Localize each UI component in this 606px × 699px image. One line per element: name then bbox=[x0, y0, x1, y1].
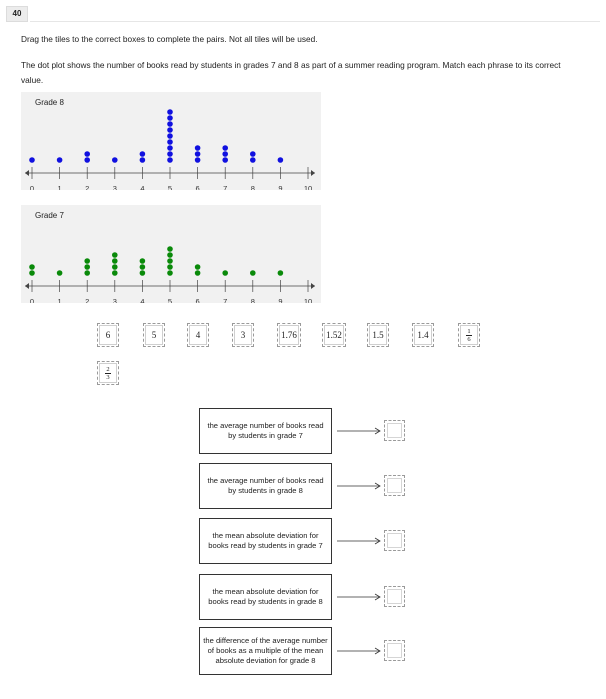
arrow-right-icon bbox=[337, 537, 382, 545]
phrase-text: the average number of books read by students in grade 7 bbox=[207, 421, 324, 440]
prompt-text: The dot plot shows the number of books read by students in grades 7 and 8 as part of a summer reading program. Match each phrase to its correct value. bbox=[21, 60, 561, 85]
axis-right-arrow bbox=[311, 283, 315, 289]
data-dot bbox=[84, 258, 90, 264]
data-dot bbox=[140, 157, 146, 163]
data-dot bbox=[222, 270, 228, 276]
tick-label: 9 bbox=[278, 297, 283, 303]
data-dot bbox=[167, 121, 173, 127]
tick-label: 4 bbox=[140, 184, 145, 190]
tile-label: 3 bbox=[240, 330, 246, 340]
tick-label: 6 bbox=[195, 184, 200, 190]
data-dot bbox=[195, 145, 201, 151]
grade-7-dot-plot bbox=[21, 205, 321, 303]
data-dot bbox=[222, 145, 228, 151]
data-dot bbox=[250, 270, 256, 276]
arrow-right-icon bbox=[337, 482, 382, 490]
data-dot bbox=[250, 151, 256, 157]
tick-label: 9 bbox=[278, 184, 283, 190]
dot-plot-svg bbox=[21, 205, 321, 303]
data-dot bbox=[195, 157, 201, 163]
header-divider bbox=[30, 21, 600, 22]
data-dot bbox=[222, 151, 228, 157]
phrase-box bbox=[199, 574, 332, 620]
drop-target-box[interactable] bbox=[384, 640, 405, 661]
axis-left-arrow bbox=[25, 283, 29, 289]
tile-label: 1.5 bbox=[372, 330, 384, 340]
tile-label: 6 bbox=[105, 330, 111, 340]
data-dot bbox=[112, 270, 118, 276]
tile-label: 1.4 bbox=[417, 330, 429, 340]
tick-label: 1 bbox=[57, 297, 62, 303]
tick-label: 7 bbox=[223, 184, 228, 190]
tick-label: 1 bbox=[57, 184, 62, 190]
phrase-box bbox=[199, 627, 332, 675]
data-dot bbox=[84, 270, 90, 276]
tick-label: 3 bbox=[112, 184, 117, 190]
answer-tile[interactable] bbox=[322, 323, 346, 347]
drop-target-box[interactable] bbox=[384, 420, 405, 441]
answer-tile[interactable] bbox=[277, 323, 301, 347]
tick-label: 8 bbox=[250, 297, 255, 303]
phrase-box bbox=[199, 463, 332, 509]
phrase-text: the average number of books read by students in grade 8 bbox=[207, 476, 324, 495]
grade-8-dot-plot bbox=[21, 92, 321, 190]
tick-label: 5 bbox=[167, 297, 173, 303]
phrase-box bbox=[199, 518, 332, 564]
data-dot bbox=[140, 258, 146, 264]
tick-label: 0 bbox=[29, 184, 35, 190]
drop-target-box[interactable] bbox=[384, 475, 405, 496]
plot-title: Grade 7 bbox=[35, 211, 64, 220]
tile-label: 1.52 bbox=[326, 330, 342, 340]
tick-label: 7 bbox=[223, 297, 228, 303]
tick-label: 0 bbox=[29, 297, 35, 303]
data-dot bbox=[250, 157, 256, 163]
tick-label: 4 bbox=[140, 297, 145, 303]
dot-plot-svg bbox=[21, 92, 321, 190]
data-dot bbox=[195, 270, 201, 276]
tick-label: 5 bbox=[167, 184, 173, 190]
data-dot bbox=[167, 151, 173, 157]
data-dot bbox=[29, 270, 35, 276]
data-dot bbox=[167, 145, 173, 151]
data-dot bbox=[278, 157, 284, 163]
data-dot bbox=[195, 151, 201, 157]
drop-target-inner bbox=[387, 478, 402, 493]
data-dot bbox=[167, 127, 173, 133]
tick-label: 2 bbox=[85, 184, 90, 190]
drop-target-inner bbox=[387, 533, 402, 548]
answer-tile[interactable] bbox=[458, 323, 480, 347]
answer-tile[interactable] bbox=[412, 323, 434, 347]
data-dot bbox=[84, 157, 90, 163]
data-dot bbox=[222, 157, 228, 163]
arrow-right-icon bbox=[337, 593, 382, 601]
answer-tile[interactable] bbox=[97, 323, 119, 347]
drop-target-box[interactable] bbox=[384, 586, 405, 607]
data-dot bbox=[140, 151, 146, 157]
data-dot bbox=[84, 264, 90, 270]
data-dot bbox=[140, 270, 146, 276]
answer-tile[interactable] bbox=[187, 323, 209, 347]
tick-label: 8 bbox=[250, 184, 255, 190]
data-dot bbox=[167, 139, 173, 145]
data-dot bbox=[167, 264, 173, 270]
data-dot bbox=[278, 270, 284, 276]
drop-target-inner bbox=[387, 423, 402, 438]
phrase-text: the mean absolute deviation for books read by students in grade 8 bbox=[208, 587, 323, 606]
axis-left-arrow bbox=[25, 170, 29, 176]
tile-label: 5 bbox=[151, 330, 157, 340]
plot-title: Grade 8 bbox=[35, 98, 64, 107]
data-dot bbox=[167, 270, 173, 276]
drop-target-inner bbox=[387, 643, 402, 658]
arrow-right-icon bbox=[337, 427, 382, 435]
data-dot bbox=[57, 270, 63, 276]
data-dot bbox=[57, 157, 63, 163]
tile-label: 4 bbox=[195, 330, 201, 340]
drop-target-inner bbox=[387, 589, 402, 604]
question-number: 40 bbox=[6, 6, 28, 22]
axis-right-arrow bbox=[311, 170, 315, 176]
data-dot bbox=[195, 264, 201, 270]
tile-border bbox=[99, 363, 117, 383]
data-dot bbox=[112, 258, 118, 264]
answer-tile[interactable] bbox=[143, 323, 165, 347]
data-dot bbox=[112, 264, 118, 270]
answer-tile[interactable] bbox=[367, 323, 389, 347]
answer-tile[interactable] bbox=[232, 323, 254, 347]
data-dot bbox=[29, 264, 35, 270]
tick-label: 3 bbox=[112, 297, 117, 303]
phrase-text: the difference of the average number of books as a multiple of the mean absolute deviation for grade 8 bbox=[203, 636, 328, 665]
data-dot bbox=[167, 258, 173, 264]
phrase-text: the mean absolute deviation for books read by students in grade 7 bbox=[208, 531, 323, 550]
tick-label: 6 bbox=[195, 297, 200, 303]
fraction-denominator: 3 bbox=[106, 374, 110, 382]
data-dot bbox=[84, 151, 90, 157]
data-dot bbox=[167, 246, 173, 252]
instruction-text: Drag the tiles to the correct boxes to complete the pairs. Not all tiles will be used. bbox=[21, 34, 318, 44]
data-dot bbox=[167, 133, 173, 139]
data-dot bbox=[167, 252, 173, 258]
tick-label: 10 bbox=[303, 297, 313, 303]
fraction-numerator: 2 bbox=[106, 366, 110, 374]
arrow-right-icon bbox=[337, 647, 382, 655]
tile-border bbox=[460, 325, 478, 345]
data-dot bbox=[112, 252, 118, 258]
fraction-denominator: 6 bbox=[467, 336, 471, 344]
phrase-box bbox=[199, 408, 332, 454]
data-dot bbox=[140, 264, 146, 270]
data-dot bbox=[29, 157, 35, 163]
data-dot bbox=[112, 157, 118, 163]
answer-tile[interactable] bbox=[97, 361, 119, 385]
fraction-numerator: 1 bbox=[467, 328, 471, 336]
data-dot bbox=[167, 109, 173, 115]
tile-label: 1.76 bbox=[281, 330, 297, 340]
data-dot bbox=[167, 157, 173, 163]
tick-label: 2 bbox=[85, 297, 90, 303]
tick-label: 10 bbox=[303, 184, 313, 190]
drop-target-box[interactable] bbox=[384, 530, 405, 551]
data-dot bbox=[167, 115, 173, 121]
